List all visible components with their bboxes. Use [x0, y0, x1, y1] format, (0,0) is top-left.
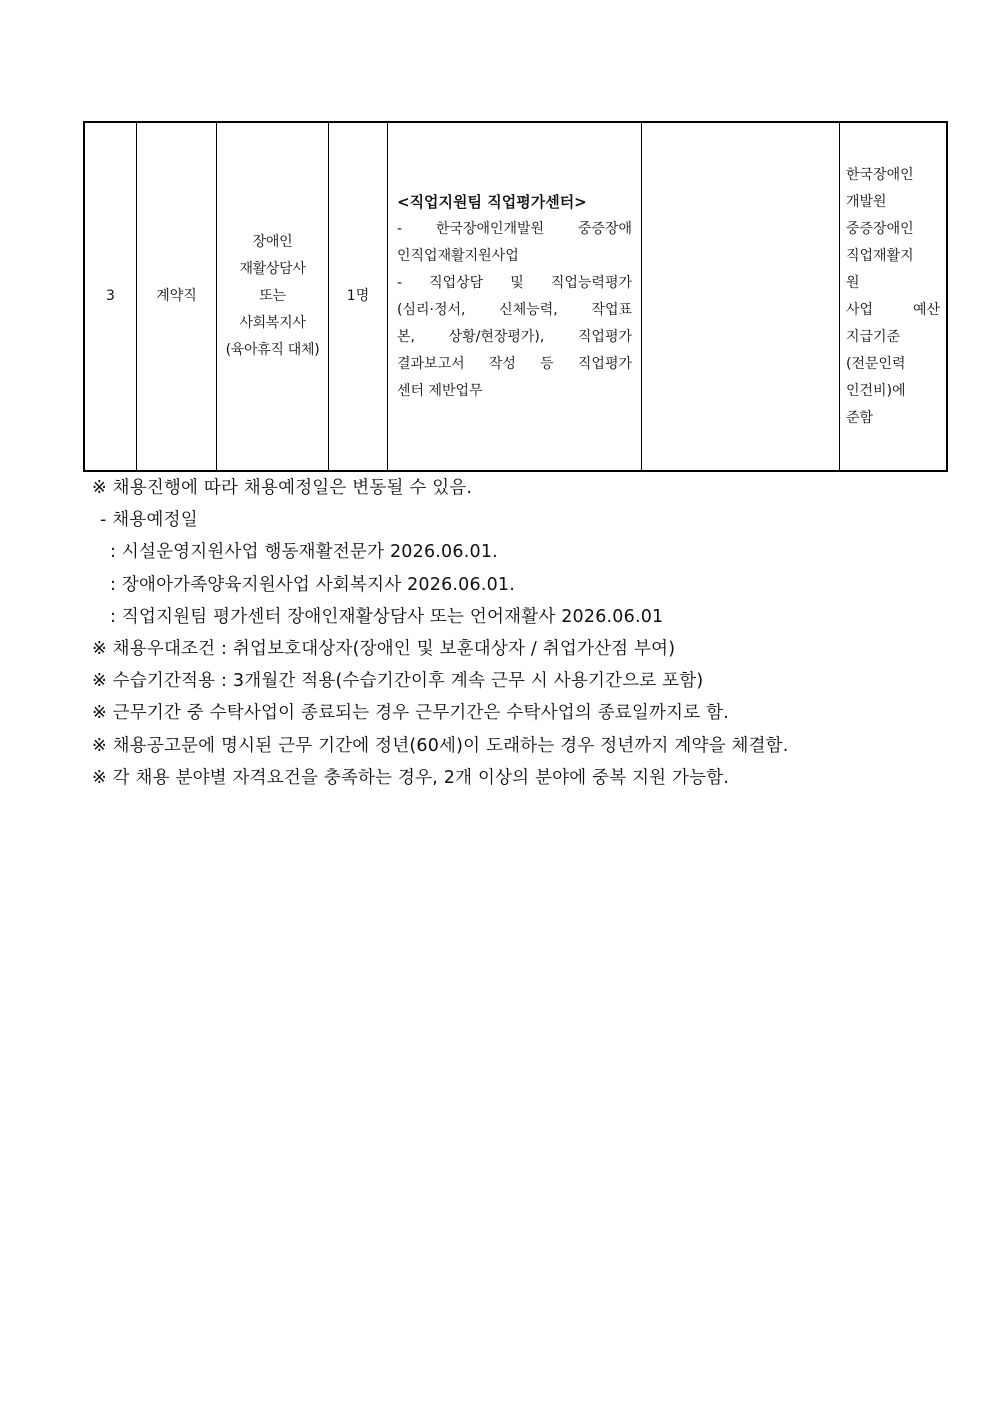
- pay-standard: [840, 122, 948, 471]
- note-retirement: ※ 채용공고문에 명시된 근무 기간에 정년(60세)이 도래하는 경우 정년까지 계약을 체결함.: [92, 735, 789, 756]
- note-schedule-item: : 장애아가족양육지원사업 사회복지사 2026.06.01.: [110, 574, 516, 595]
- note-probation: ※ 수습기간적용 : 3개월간 적용(수습기간이후 계속 근무 시 사용기간으로 포함): [92, 671, 704, 692]
- duty-line: (심리·정서, 신체능력, 작업표: [397, 301, 632, 318]
- duty-line: 센터 제반업무: [397, 382, 483, 399]
- job-title-line: 사회복지사: [239, 315, 306, 331]
- pay-line: 인건비)에: [846, 382, 906, 399]
- note-schedule-item: : 직업지원팀 평가센터 장애인재활상담사 또는 언어재활사 2026.06.01: [110, 606, 664, 627]
- row-number: 3: [84, 122, 137, 471]
- job-title-line: (육아휴직 대체): [225, 342, 320, 358]
- job-duties: [388, 122, 642, 471]
- pay-line: 중증장애인: [846, 220, 914, 237]
- recruitment-table: [83, 121, 948, 472]
- pay-line: 개발원: [846, 193, 887, 210]
- note-schedule-change: ※ 채용진행에 따라 채용예정일은 변동될 수 있음.: [92, 478, 473, 498]
- job-title-line: 또는: [259, 288, 286, 304]
- table-row: [84, 122, 947, 471]
- duty-line: 인직업재활지원사업: [397, 247, 519, 264]
- note-contract-end: ※ 근무기간 중 수탁사업이 종료되는 경우 근무기간은 수탁사업의 종료일까지로 함.: [92, 703, 729, 724]
- headcount: 1명: [329, 122, 388, 471]
- employment-type: 계약직: [137, 122, 217, 471]
- note-schedule-heading: - 채용예정일: [100, 510, 198, 531]
- duty-line: 결과보고서 작성 등 직업평가: [397, 355, 632, 372]
- notes-section: [92, 472, 952, 794]
- pay-line: (전문인력: [846, 355, 906, 372]
- duties-heading: <직업지원팀 직업평가센터>: [397, 192, 587, 211]
- duty-line: - 한국장애인개발원 중증장애: [397, 220, 632, 237]
- pay-line: 지급기준: [846, 328, 901, 345]
- requirements-cell: [642, 122, 840, 471]
- job-title: [217, 122, 329, 471]
- pay-line: 사업 예산: [846, 301, 940, 318]
- note-schedule-item: : 시설운영지원사업 행동재활전문가 2026.06.01.: [110, 542, 498, 563]
- pay-line: 직업재활지: [846, 247, 914, 264]
- duty-line: 본, 상황/현장평가), 직업평가: [397, 328, 632, 345]
- pay-line: 준함: [846, 409, 874, 426]
- pay-line: 한국장애인: [846, 166, 914, 183]
- duty-line: - 직업상담 및 직업능력평가: [397, 274, 632, 291]
- note-multiple-application: ※ 각 채용 분야별 자격요건을 충족하는 경우, 2개 이상의 분야에 중복 지원 가능함.: [92, 767, 730, 788]
- job-title-line: 재활상담사: [239, 261, 306, 277]
- job-title-line: 장애인: [252, 234, 293, 250]
- note-preference: ※ 채용우대조건 : 취업보호대상자(장애인 및 보훈대상자 / 취업가산점 부여): [92, 639, 676, 660]
- pay-line: 원: [846, 274, 860, 291]
